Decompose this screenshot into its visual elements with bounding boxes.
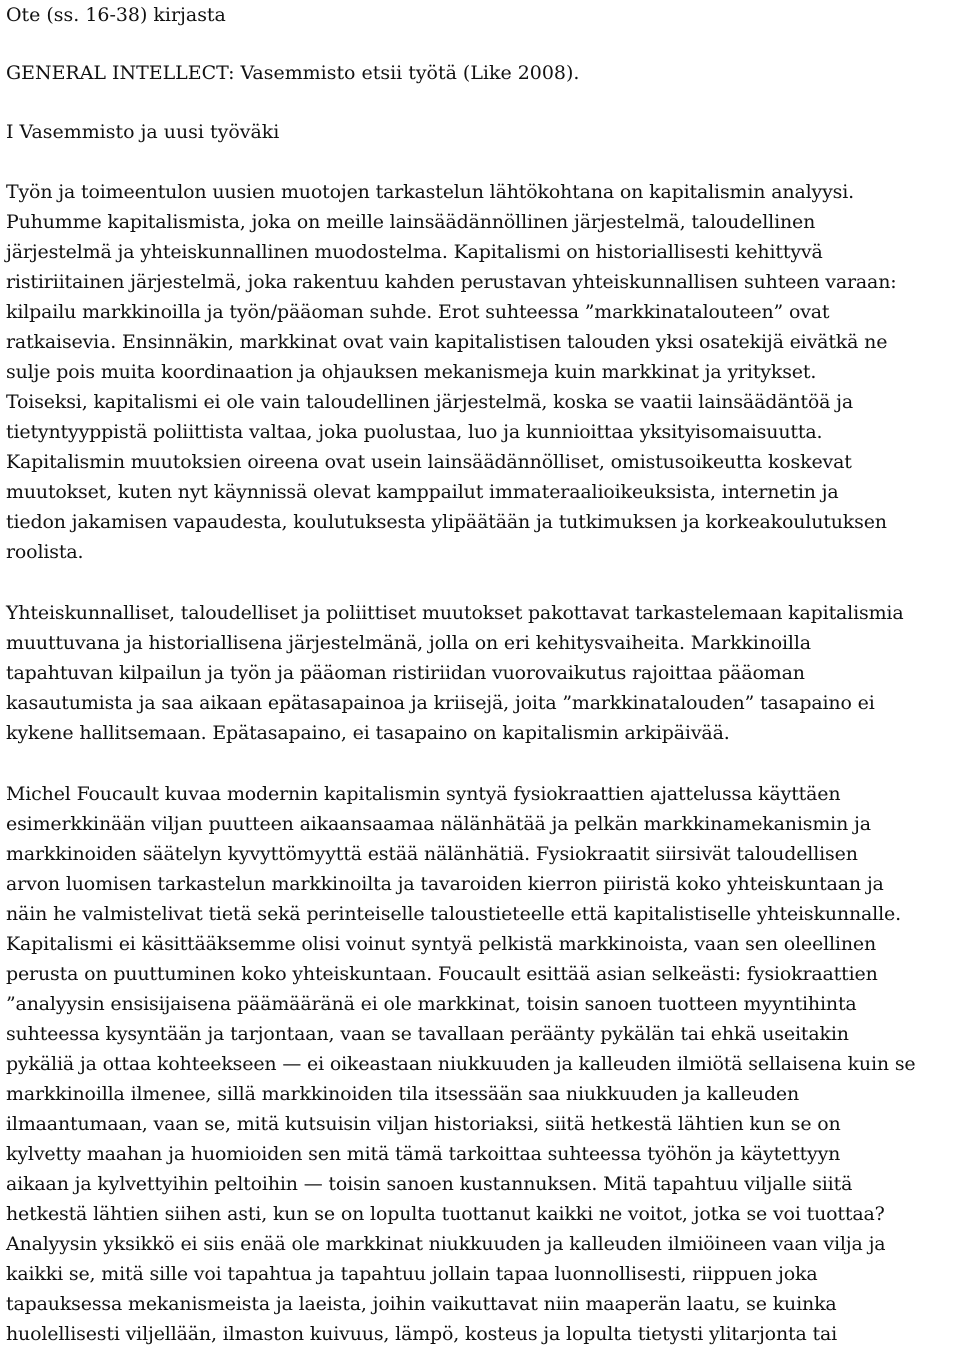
paragraph-line: kylvetty maahan ja huomioiden sen mitä tämä tarkoittaa suhteessa työhön ja käytettyyn <box>6 1143 841 1165</box>
paragraph-line: kykene hallitsemaan. Epätasapaino, ei tasapaino on kapitalismin arkipäivää. <box>6 722 730 744</box>
paragraph-line: kaikki se, mitä sille voi tapahtua ja tapahtuu jollain tapaa luonnollisesti, riippuen joka <box>6 1263 818 1285</box>
paragraph-line: Kapitalismi ei käsittääksemme olisi voinut syntyä pelkistä markkinoista, vaan sen oleellinen <box>6 933 877 955</box>
paragraph-line: Yhteiskunnalliset, taloudelliset ja poliittiset muutokset pakottavat tarkastelemaan kapitalismia <box>6 602 904 624</box>
paragraph-line: näin he valmistelivat tietä sekä perinteiselle taloustieteelle että kapitalistiselle yhteiskunnalle. <box>6 903 901 925</box>
paragraph-1 <box>6 177 958 567</box>
paragraph-line: ristiriitainen järjestelmä, joka rakentuu kahden perustavan yhteiskunnallisen suhteen varaan: <box>6 271 897 293</box>
paragraph-line: Toiseksi, kapitalismi ei ole vain taloudellinen järjestelmä, koska se vaatii lainsäädäntöä ja <box>6 391 854 413</box>
document-page <box>6 0 958 1349</box>
paragraph-2 <box>6 598 958 748</box>
paragraph-line: muutokset, kuten nyt käynnissä olevat kamppailut immateraalioikeuksista, internetin ja <box>6 481 839 503</box>
paragraph-line: ratkaisevia. Ensinnäkin, markkinat ovat vain kapitalistisen talouden yksi osatekijä eivätkä ne <box>6 331 888 353</box>
paragraph-line: arvon luomisen tarkastelun markkinoilta ja tavaroiden kierron piiristä koko yhteiskuntaan ja <box>6 873 884 895</box>
paragraph-line: huolellisesti viljellään, ilmaston kuivuus, lämpö, kosteus ja lopulta tietysti ylitarjonta tai <box>6 1323 838 1345</box>
paragraph-line: kasautumista ja saa aikaan epätasapainoa ja kriisejä, joita ”markkinatalouden” tasapaino ei <box>6 692 875 714</box>
paragraph-line: sulje pois muita koordinaation ja ohjauksen mekanismeja kuin markkinat ja yritykset. <box>6 361 817 383</box>
paragraph-line: roolista. <box>6 541 84 563</box>
source-line <box>6 0 958 30</box>
paragraph-line: tietyntyyppistä poliittista valtaa, joka puolustaa, luo ja kunnioittaa yksityisomaisuutta. <box>6 421 823 443</box>
paragraph-line: järjestelmä ja yhteiskunnallinen muodostelma. Kapitalismi on historiallisesti kehittyvä <box>6 241 823 263</box>
paragraph-line: Puhumme kapitalismista, joka on meille lainsäädännöllinen järjestelmä, taloudellinen <box>6 211 816 233</box>
paragraph-line: tapahtuvan kilpailun ja työn ja pääoman ristiriidan vuorovaikutus rajoittaa pääoman <box>6 662 805 684</box>
paragraph-line: markkinoiden säätelyn kyvyttömyyttä estää nälänhätiä. Fysiokraatit siirsivät taloudellisen <box>6 843 858 865</box>
chapter-title <box>6 117 958 147</box>
source-line-text: Ote (ss. 16-38) kirjasta <box>6 4 226 26</box>
paragraph-line: ilmaantumaan, vaan se, mitä kutsuisin viljan historiaksi, siitä hetkestä lähtien kun se on <box>6 1113 841 1135</box>
paragraph-line: Analyysin yksikkö ei siis enää ole markkinat niukkuuden ja kalleuden ilmiöineen vaan vilja ja <box>6 1233 886 1255</box>
paragraph-line: kilpailu markkinoilla ja työn/pääoman suhde. Erot suhteessa ”markkinatalouteen” ovat <box>6 301 830 323</box>
paragraph-line: suhteessa kysyntään ja tarjontaan, vaan se tavallaan peräänty pykälän tai ehkä useitakin <box>6 1023 849 1045</box>
paragraph-line: Michel Foucault kuvaa modernin kapitalismin syntyä fysiokraattien ajattelussa käyttäen <box>6 783 841 805</box>
paragraph-line: ”analyysin ensisijaisena päämääränä ei ole markkinat, toisin sanoen tuotteen myyntihinta <box>6 993 857 1015</box>
paragraph-line: esimerkkinään viljan puutteen aikaansaamaa nälänhätää ja pelkän markkinamekanismin ja <box>6 813 871 835</box>
paragraph-line: muuttuvana ja historiallisena järjestelmänä, jolla on eri kehitysvaiheita. Markkinoilla <box>6 632 811 654</box>
paragraph-line: aikaan ja kylvettyihin peltoihin — toisin sanoen kustannuksen. Mitä tapahtuu viljalle siitä <box>6 1173 853 1195</box>
book-title <box>6 58 958 88</box>
paragraph-line: tiedon jakamisen vapaudesta, koulutuksesta ylipäätään ja tutkimuksen ja korkeakoulutuksen <box>6 511 887 533</box>
paragraph-line: markkinoilla ilmenee, sillä markkinoiden tila itsessään saa niukkuuden ja kalleuden <box>6 1083 800 1105</box>
paragraph-line: tapauksessa mekanismeista ja laeista, joihin vaikuttavat niin maaperän laatu, se kuinka <box>6 1293 837 1315</box>
paragraph-line: perusta on puuttuminen koko yhteiskuntaan. Foucault esittää asian selkeästi: fysiokraattien <box>6 963 878 985</box>
paragraph-line: hetkestä lähtien siihen asti, kun se on lopulta tuottanut kaikki ne voitot, jotka se voi tuottaa? <box>6 1203 885 1225</box>
paragraph-line: Työn ja toimeentulon uusien muotojen tarkastelun lähtökohtana on kapitalismin analyysi. <box>6 181 855 203</box>
paragraph-line: Kapitalismin muutoksien oireena ovat usein lainsäädännölliset, omistusoikeutta koskevat <box>6 451 852 473</box>
paragraph-3 <box>6 779 958 1349</box>
chapter-title-text: I Vasemmisto ja uusi työväki <box>6 121 280 143</box>
book-title-text: GENERAL INTELLECT: Vasemmisto etsii työtä (Like 2008). <box>6 62 580 84</box>
paragraph-line: pykäliä ja ottaa kohteekseen — ei oikeastaan niukkuuden ja kalleuden ilmiötä sellaisena kuin se <box>6 1053 916 1075</box>
